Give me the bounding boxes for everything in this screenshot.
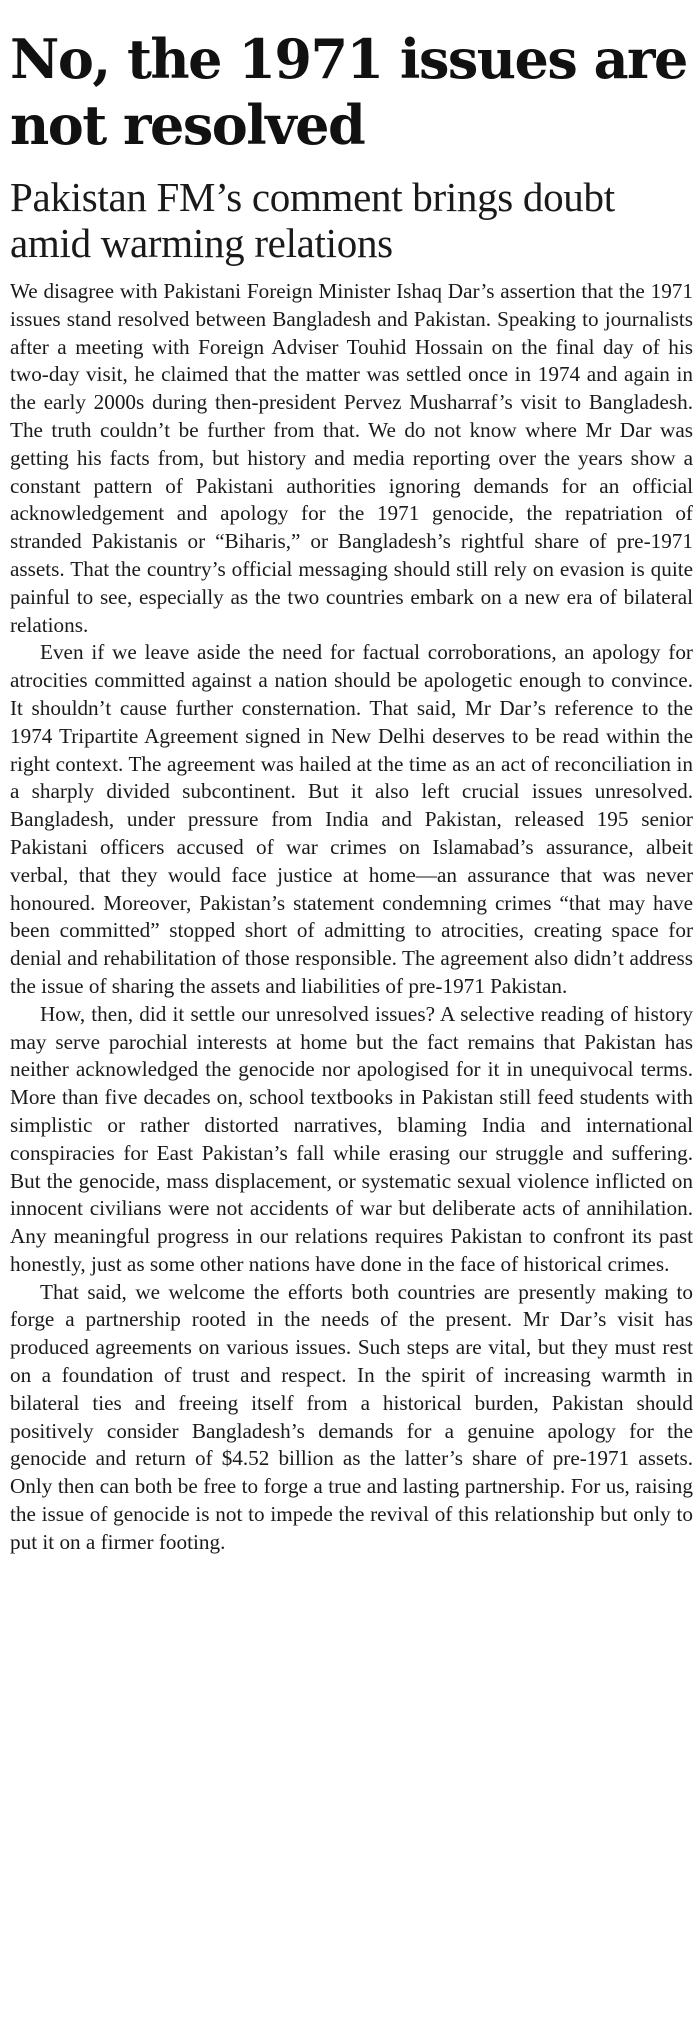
body-paragraph-4: That said, we welcome the efforts both countries are presently making to forge a partnership rooted in the needs of the present. Mr Dar’s visit has produced agreements on various issues. Such steps are vital, but they must rest on a foundation of trust and respect. In the spirit of increasing warmth in bilateral ties and freeing itself from a historical burden, Pakistan should positively consider Bangladesh’s demands for a genuine apology for the genocide and return of $4.52 billion as the latter’s share of pre-1971 assets. Only then can both be free to forge a true and lasting partnership. For us, raising the issue of genocide is not to impede the revival of this relationship but only to put it on a firmer footing. <box>10 1279 693 1554</box>
body-paragraph-2: Even if we leave aside the need for factual corroborations, an apology for atrocities committed against a nation should be apologetic enough to convince. It shouldn’t cause further consternation. That said, Mr Dar’s reference to the 1974 Tripartite Agreement signed in New Delhi deserves to be read within the right context. The agreement was hailed at the time as an act of reconciliation in a sharply divided subcontinent. But it also left crucial issues unresolved. Bangladesh, under pressure from India and Pakistan, released 195 senior Pakistani officers accused of war crimes on Islamabad’s assurance, albeit verbal, that they would face justice at home—an assurance that was never honoured. Moreover, Pakistan’s statement condemning crimes “that may have been committed” stopped short of admitting to atrocities, creating space for denial and rehabilitation of those responsible. The agreement also didn’t address the issue of sharing the assets and liabilities of pre-1971 Pakistan. <box>10 640 693 998</box>
subheadline: Pakistan FM’s comment brings doubt amid warming relations <box>10 174 615 266</box>
editorial-article <box>10 26 693 1557</box>
headline: No, the 1971 issues are not resolved <box>10 27 687 157</box>
article-body <box>10 278 693 1557</box>
body-paragraph-3: How, then, did it settle our unresolved issues? A selective reading of history may serve parochial interests at home but the fact remains that Pakistan has neither acknowledged the genocide nor apologised for it in unequivocal terms. More than five decades on, school textbooks in Pakistan still feed students with simplistic or rather distorted narratives, blaming India and international conspiracies for East Pakistan’s fall while erasing our struggle and suffering. But the genocide, mass displacement, or systematic sexual violence inflicted on innocent civilians were not accidents of war but deliberate acts of annihilation. Any meaningful progress in our relations requires Pakistan to confront its past honestly, just as some other nations have done in the face of historical crimes. <box>10 1001 693 1276</box>
body-paragraph-1: We disagree with Pakistani Foreign Minister Ishaq Dar’s assertion that the 1971 issues stand resolved between Bangladesh and Pakistan. Speaking to journalists after a meeting with Foreign Adviser Touhid Hossain on the final day of his two-day visit, he claimed that the matter was settled once in 1974 and again in the early 2000s during then-president Pervez Musharraf’s visit to Bangladesh. The truth couldn’t be further from that. We do not know where Mr Dar was getting his facts from, but history and media reporting over the years show a constant pattern of Pakistani authorities ignoring demands for an official acknowledgement and apology for the 1971 genocide, the repatriation of stranded Pakistanis or “Biharis,” or Bangladesh’s rightful share of pre-1971 assets. That the country’s official messaging should still rely on evasion is quite painful to see, especially as the two countries embark on a new era of bilateral relations. <box>10 279 693 637</box>
